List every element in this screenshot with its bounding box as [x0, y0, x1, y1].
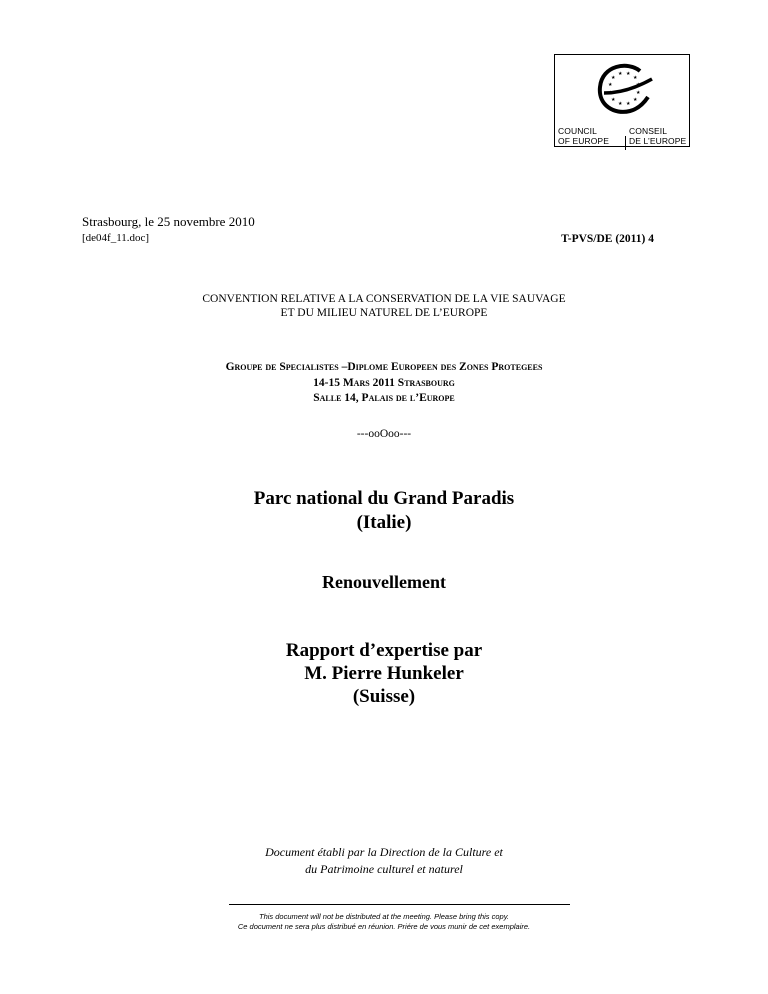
prepared-by — [0, 844, 768, 878]
svg-text:★: ★ — [618, 101, 623, 107]
svg-text:★: ★ — [633, 97, 638, 103]
footer-notice-en: This document will not be distributed at the meeting. Please bring this copy. — [259, 912, 509, 921]
logo-en-line1: COUNCIL — [558, 126, 597, 136]
svg-text:★: ★ — [626, 101, 631, 107]
svg-text:★: ★ — [626, 71, 631, 77]
document-title — [0, 487, 768, 535]
subtitle: Renouvellement — [322, 572, 446, 592]
meeting-group: Groupe de Specialistes –Diplome Europeen des Zones Protegees — [225, 361, 543, 373]
convention-line1: CONVENTION RELATIVE A LA CONSERVATION DE LA VIE SAUVAGE — [202, 293, 566, 305]
footer-notice-fr: Ce document ne sera plus distribué en réunion. Priére de vous munir de cet exemplaire. — [237, 922, 531, 931]
logo-divider — [625, 136, 626, 150]
logo-fr-line2: DE L’EUROPE — [629, 136, 687, 146]
svg-text:★: ★ — [608, 90, 613, 96]
separator: ---ooOoo--- — [356, 428, 412, 440]
convention-title — [0, 292, 768, 320]
title-line1: Parc national du Grand Paradis — [253, 488, 515, 509]
meeting-date-place: 14-15 Mars 2011 Strasbourg — [313, 376, 455, 389]
document-file-name: [de04f_11.doc] — [82, 232, 150, 244]
report-author: M. Pierre Hunkeler — [304, 663, 464, 684]
place-date: Strasbourg, le 25 novembre 2010 — [82, 214, 255, 229]
title-line2: (Italie) — [356, 512, 412, 533]
report-author-block — [0, 639, 768, 708]
document-reference: T-PVS/DE (2011) 4 — [561, 233, 654, 245]
footer-notice — [0, 912, 768, 932]
report-country: (Suisse) — [352, 686, 416, 707]
logo-text-fr — [629, 126, 686, 146]
svg-text:★: ★ — [633, 75, 638, 81]
convention-line2: ET DU MILIEU NATUREL DE L’EUROPE — [280, 307, 488, 319]
svg-text:★: ★ — [618, 71, 623, 77]
svg-text:★: ★ — [636, 82, 641, 88]
meeting-info — [0, 360, 768, 407]
prepared-by-line1: Document établi par la Direction de la Culture et — [265, 845, 503, 859]
council-of-europe-emblem-icon — [590, 63, 654, 119]
svg-text:★: ★ — [608, 82, 613, 88]
logo-text-en — [558, 126, 609, 146]
report-line1: Rapport d’expertise par — [285, 640, 483, 661]
meeting-room: Salle 14, Palais de l’Europe — [313, 392, 455, 404]
svg-text:★: ★ — [611, 97, 616, 103]
logo-fr-line1: CONSEIL — [629, 126, 668, 136]
prepared-by-line2: du Patrimoine culturel et naturel — [305, 862, 463, 876]
footer-divider — [229, 904, 570, 905]
logo-en-line2: OF EUROPE — [558, 136, 609, 146]
svg-text:★: ★ — [611, 75, 616, 81]
svg-text:★: ★ — [636, 90, 641, 96]
